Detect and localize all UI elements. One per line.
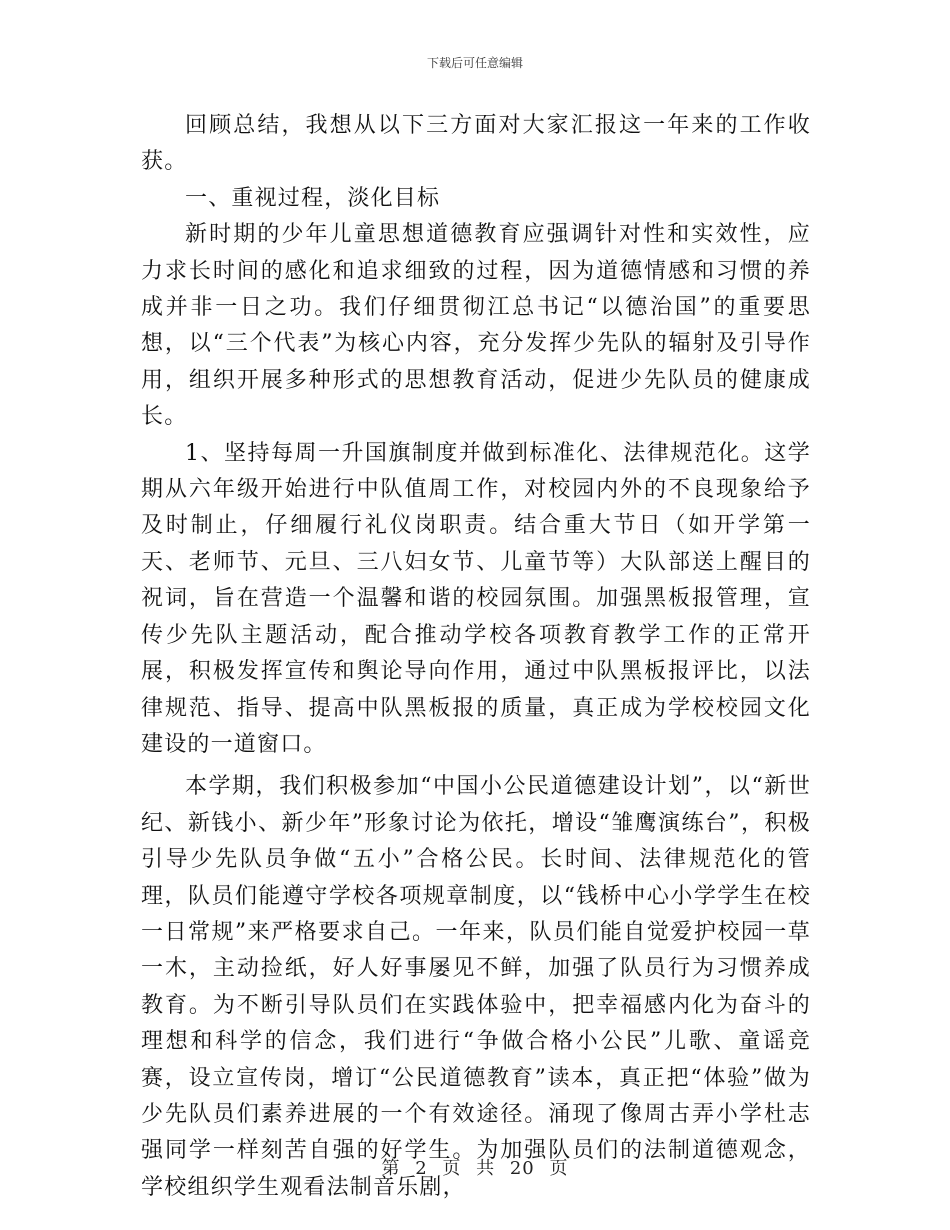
document-body xyxy=(141,108,811,1206)
paragraph-intro: 回顾总结，我想从以下三方面对大家汇报这一年来的工作收获。 xyxy=(141,113,811,175)
paragraph-section-overview: 新时期的少年儿童思想道德教育应强调针对性和实效性，应力求长时间的感化和追求细致的过程，因为道德情感和习惯的养成并非一日之功。我们仔细贯彻江总书记“以德治国”的重要思想，以“三个代表”为核心内容，充分发挥少先队的辐射及引导作用，组织开展多种形式的思想教育活动，促进少先队员的健康成长。 xyxy=(141,222,811,430)
paragraph-citizen-program: 本学期，我们积极参加“中国小公民道德建设计划”，以“新世纪、新钱小、新少年”形象讨论为依托，增设“雏鹰演练台”，积极引导少先队员争做“五小”合格公民。长时间、法律规范化的管理，队员们能遵守学校各项规章制度，以“钱桥中心小学学生在校一日常规”来严格要求自己。一年来，队员们能自觉爱护校园一草一木，主动捡纸，好人好事屡见不鲜，加强了队员行为习惯养成教育。为不断引导队员们在实践体验中，把幸福感内化为奋斗的理想和科学的信念，我们进行“争做合格小公民”儿歌、童谣竞赛，设立宣传岗，增订“公民道德教育”读本，真正把“体验”做为少先队员们素养进展的一个有效途径。涌现了像周古弄小学杜志强同学一样刻苦自强的好学生。为加强队员们的法制道德观念，学校组织学生观看法制音乐剧， xyxy=(141,774,811,1200)
page-number: 第 2 页 共 20 页 xyxy=(381,1158,569,1179)
section-heading: 一、重视过程，淡化目标 xyxy=(185,185,441,211)
page-header-note: 下载后可任意编辑 xyxy=(426,56,523,70)
paragraph-flag-ceremony: 1、坚持每周一升国旗制度并做到标准化、法律规范化。这学期从六年级开始进行中队值周工作，对校园内外的不良现象给予及时制止，仔细履行礼仪岗职责。结合重大节日（如开学第一天、老师节、元旦、三八妇女节、儿童节等）大队部送上醒目的祝词，旨在营造一个温馨和谐的校园氛围。加强黑板报管理，宣传少先队主题活动，配合推动学校各项教育教学工作的正常开展，积极发挥宣传和舆论导向作用，通过中队黑板报评比，以法律规范、指导、提高中队黑板报的质量，真正成为学校校园文化建设的一道窗口。 xyxy=(141,440,811,757)
